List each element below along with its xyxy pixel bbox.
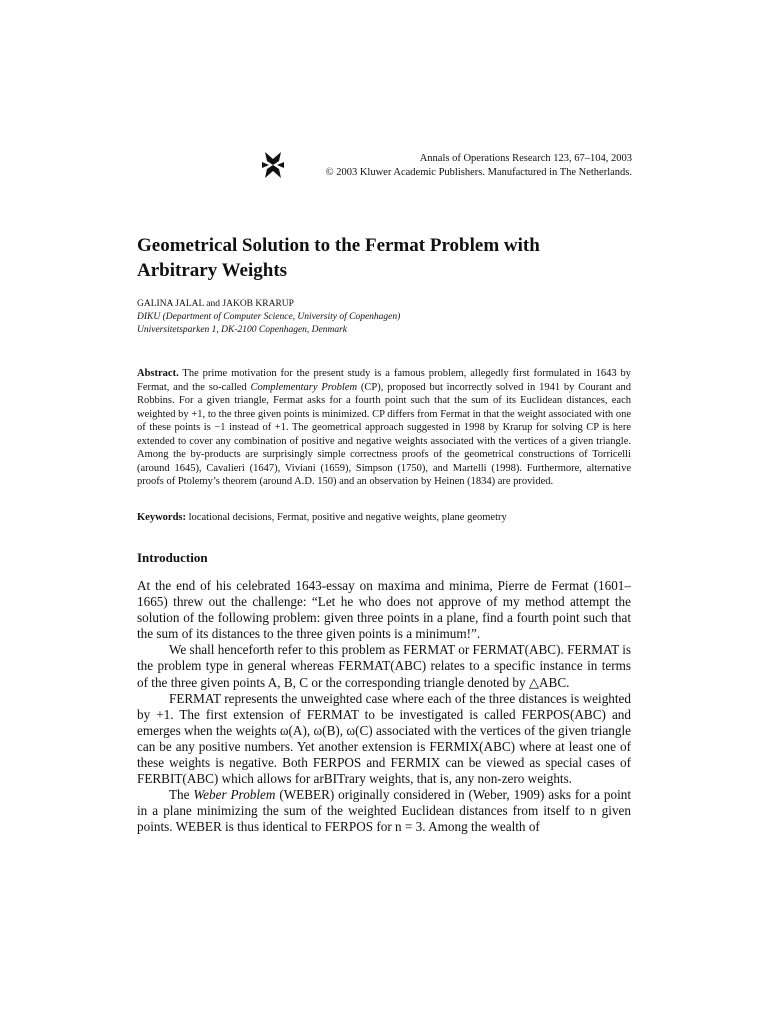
weber-problem-term: Weber Problem: [193, 787, 276, 803]
keywords: [137, 511, 631, 525]
title-line-1: Geometrical Solution to the Fermat Problem with: [137, 235, 540, 256]
author-names: GALINA JALAL and JAKOB KRARUP: [137, 299, 294, 309]
title-line-2: Arbitrary Weights: [137, 260, 288, 281]
abstract-text-2: (CP), proposed but incorrectly solved in 1941 by Courant and Robbins. For a given triangle, Fermat asks for a fourth point such that the sum of its Euclidean distances, each weighted by +1, to the three given points is minimized. CP differs from Fermat in that the weight associated with one of these points is −1 instead of +1. The geometrical approach suggested in 1998 by Krarup for solving CP is here extended to cover any combination of positive and negative weights associated with the vertices of a given triangle. Among the by-products are surprisingly simple correctness proofs of the geometrical constructions of Torricelli (around 1645), Cavalieri (1647), Viviani (1659), Simpson (1750), and Martelli (1998). Furthermore, alternative proofs of Ptolemy’s theorem (around A.D. 150) and an observation by Heinen (1834) are provided.: [137, 381, 631, 487]
keywords-text: locational decisions, Fermat, positive and negative weights, plane geometry: [186, 512, 507, 523]
affiliation-address: Universitetsparken 1, DK-2100 Copenhagen, Denmark: [137, 325, 348, 335]
journal-info: [326, 152, 632, 180]
abstract-label: Abstract.: [137, 368, 179, 379]
publisher-logo-icon: [262, 150, 284, 180]
journal-header: [262, 150, 632, 182]
abstract-cp-term: Complementary Problem: [250, 381, 358, 393]
paragraph-1: At the end of his celebrated 1643-essay on maxima and minima, Pierre de Fermat (1601–1665) threw out the challenge: “Let he who does not approve of my method attempt the solution of the following problem: given three points in a plane, find a fourth point such that the sum of its distances to the three given points is a minimum!”.: [137, 578, 631, 642]
section-heading-introduction: Introduction: [137, 550, 208, 565]
paragraph-2: We shall henceforth refer to this problem as FERMAT or FERMAT(ABC). FERMAT is the problem type in general whereas FERMAT(ABC) relates to a specific instance in terms of the three given points A, B, C or the corresponding triangle denoted by △ABC.: [137, 642, 631, 690]
author-block: [137, 298, 400, 337]
paragraph-3: FERMAT represents the unweighted case where each of the three distances is weighted by +1. The first extension of FERMAT to be investigated is called FERPOS(ABC) and emerges when the weights ω(A), ω(B), ω(C) associated with the vertices of the given triangle can be any positive numbers. Yet another extension is FERMIX(ABC) where at least one of these weights is negative. Both FERPOS and FERMIX can be viewed as special cases of FERBIT(ABC) which allows for arBITrary weights, that is, any non-zero weights.: [137, 690, 631, 787]
keywords-label: Keywords:: [137, 512, 186, 523]
body-text: [137, 578, 631, 836]
copyright-notice: © 2003 Kluwer Academic Publishers. Manufactured in The Netherlands.: [325, 167, 632, 178]
affiliation-department: DIKU (Department of Computer Science, University of Copenhagen): [137, 312, 401, 322]
paragraph-4: [137, 787, 631, 835]
paragraph-4-text-a: The: [169, 787, 194, 803]
paper-title: [137, 233, 657, 283]
abstract-text-1: The prime motivation for the present study is a famous problem, allegedly first formulated in 1643 by Fermat, and the so-called: [137, 368, 631, 393]
abstract: [137, 367, 631, 489]
paragraph-4-text-b: (WEBER) originally considered in (Weber, 1909) asks for a point in a plane minimizing the sum of the weighted Euclidean distances from itself to n given points. WEBER is thus identical to FERPOS for n = 3. Among the wealth of: [137, 787, 631, 835]
journal-citation: Annals of Operations Research 123, 67–104, 2003: [419, 153, 632, 164]
